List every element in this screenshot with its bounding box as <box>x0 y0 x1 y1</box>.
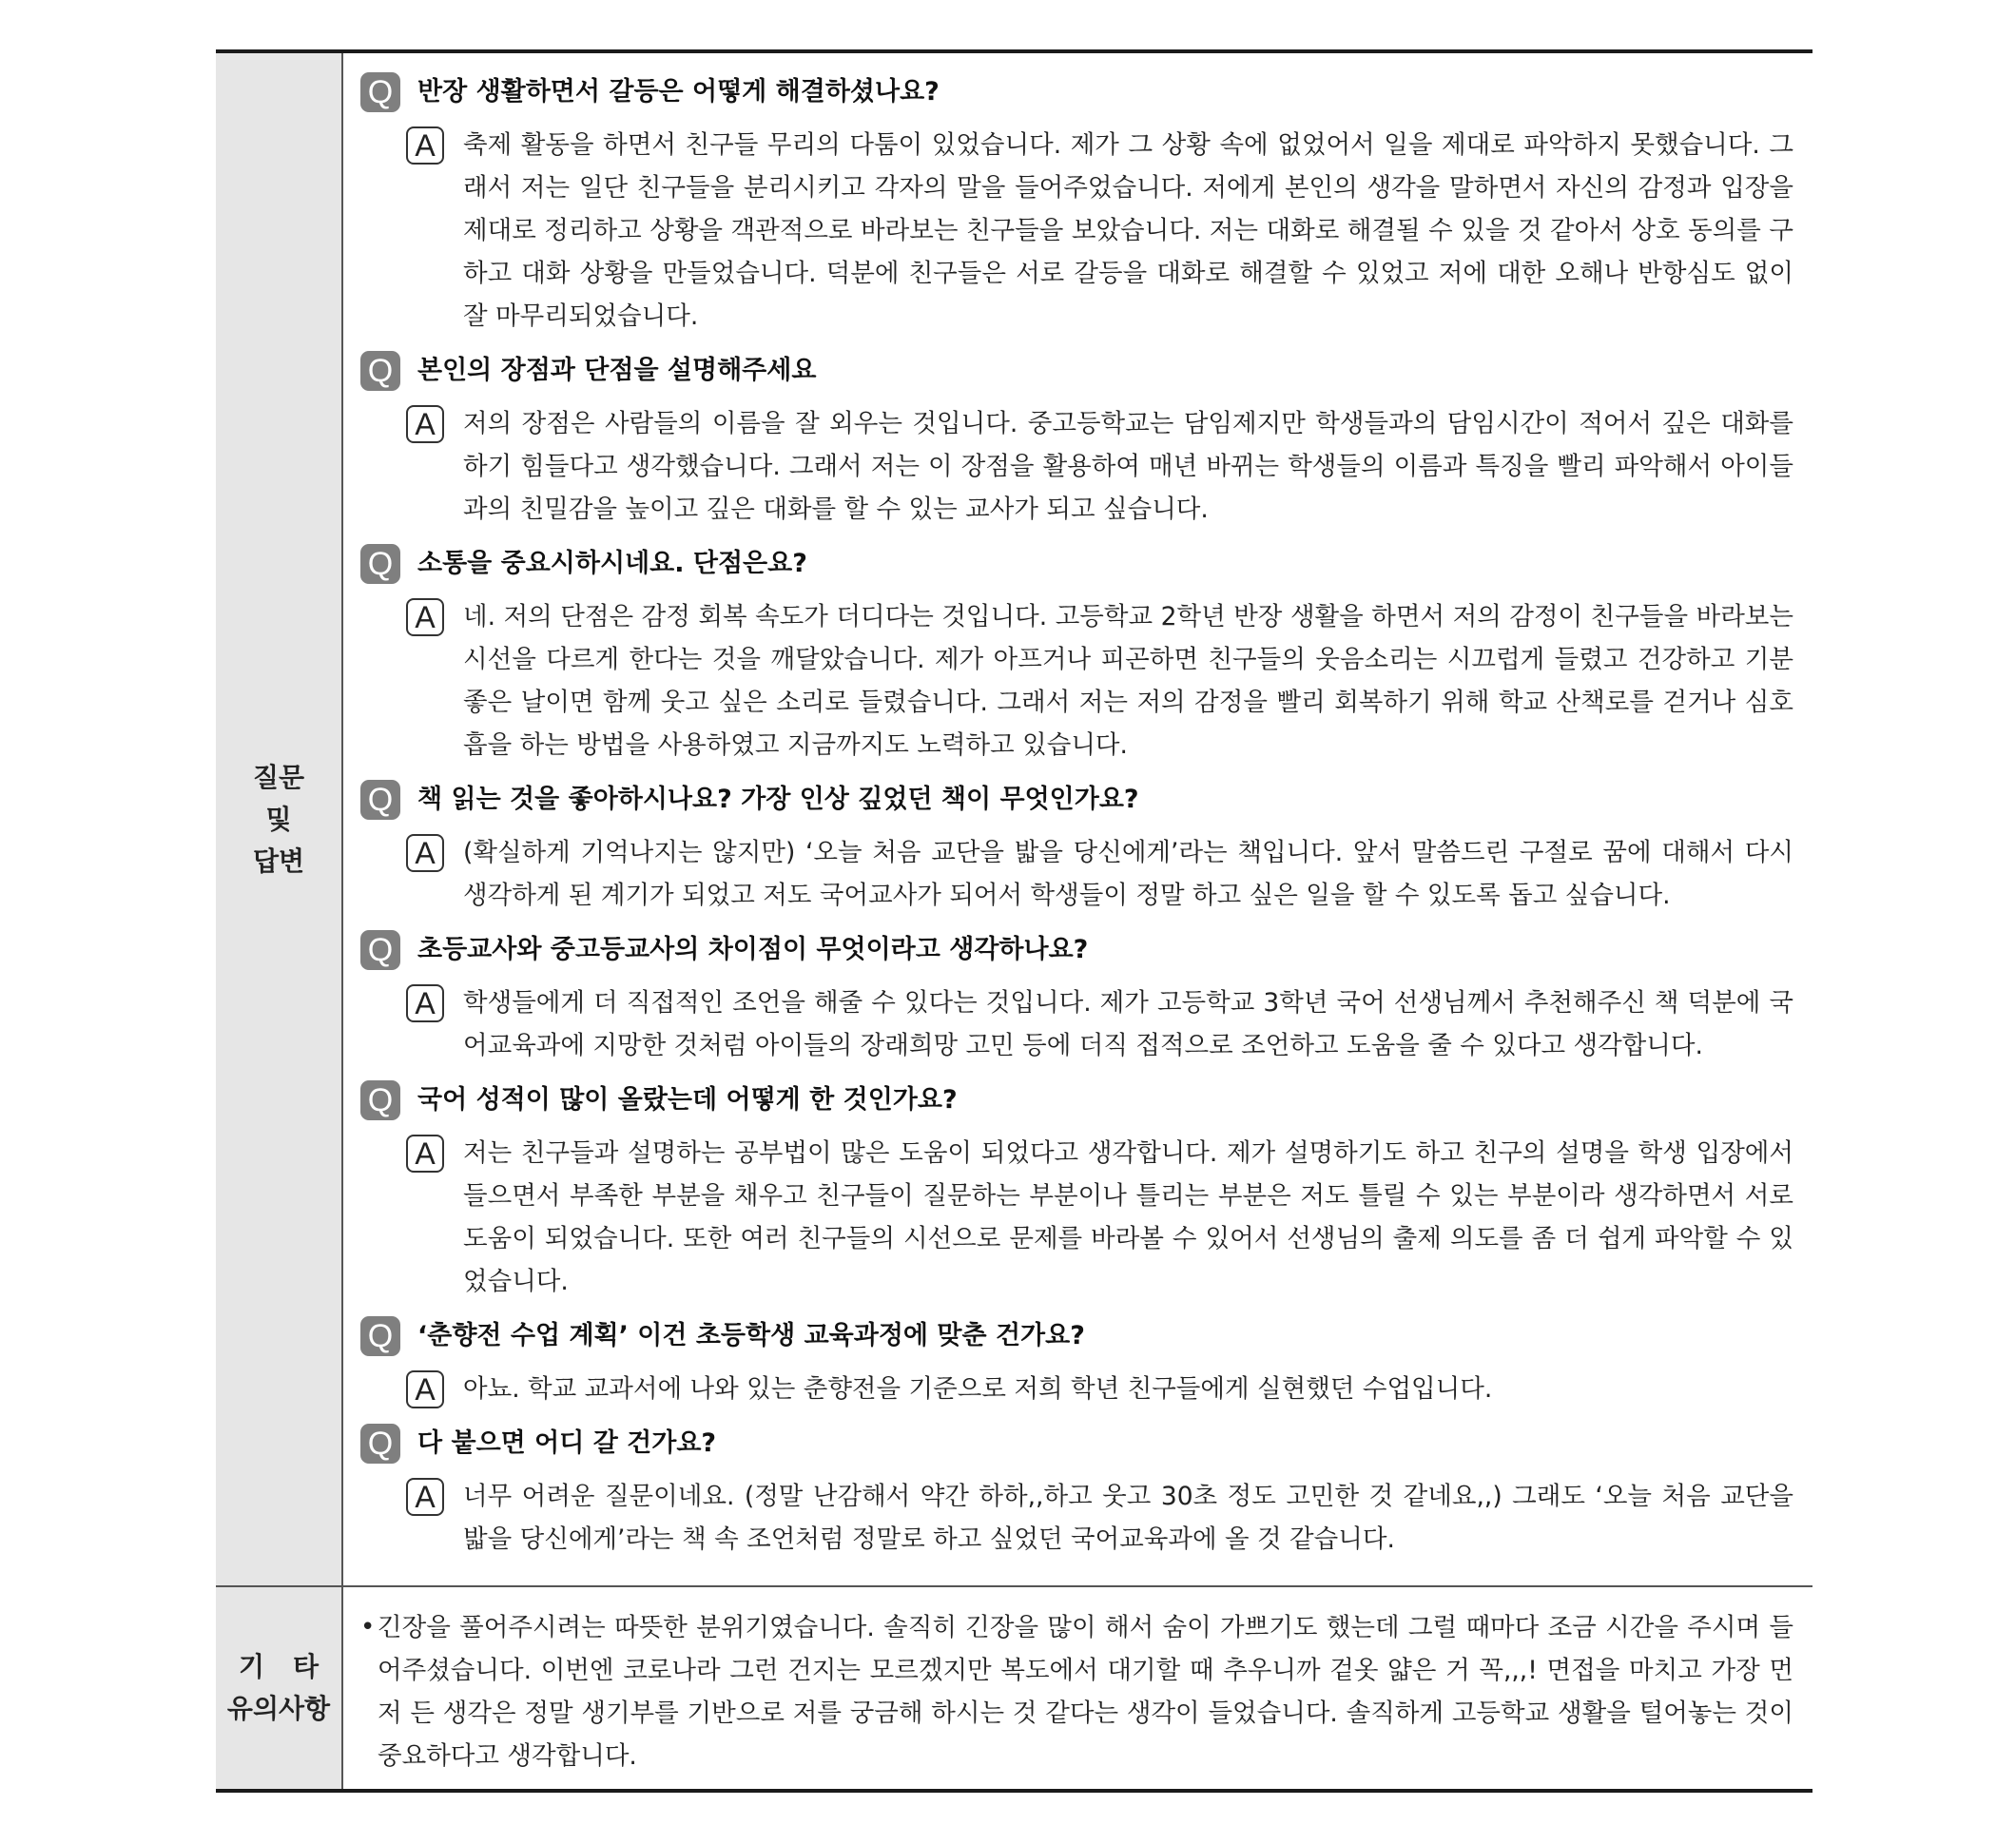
answer-row <box>360 1475 1793 1561</box>
question-badge-icon: Q <box>360 1424 400 1464</box>
etc-note-text: 긴장을 풀어주시려는 따뜻한 분위기였습니다. 솔직히 긴장을 많이 해서 숨이 가쁘기도 했는데 그럴 때마다 조금 시간을 주시며 들어주셨습니다. 이번엔 코로나라 그런 건지는 모르겠지만 복도에서 대기할 때 추우니까 겉옷 얇은 거 꼭,,,! 면접을 마치고 가장 먼저 든 생각은 정말 생기부를 기반으로 저를 궁금해 하시는 것 같다는 생각이 들었습니다. 솔직하게 고등학교 생활을 털어놓는 것이 중요하다고 생각합니다. <box>378 1613 1793 1771</box>
bullet-icon: • <box>360 1613 376 1641</box>
question-badge-icon: Q <box>360 1316 400 1356</box>
qa-item-7 <box>360 1316 1793 1410</box>
qa-item-1 <box>360 72 1793 338</box>
qa-section-label <box>216 757 341 883</box>
question-row <box>360 351 1793 391</box>
answer-text: 저의 장점은 사람들의 이름을 잘 외우는 것입니다. 중고등학교는 담임제지만 학생들과의 담임시간이 적어서 깊은 대화를 하기 힘들다고 생각했습니다. 그래서 저는 이 장점을 활용하여 매년 바뀌는 학생들의 이름과 특징을 빨리 파악해서 아이들과의 친밀감을 높이고 깊은 대화를 할 수 있는 교사가 되고 싶습니다. <box>463 409 1793 524</box>
qa-item-5 <box>360 930 1793 1067</box>
qa-label-line-2: 및 <box>265 803 292 835</box>
question-row <box>360 1316 1793 1356</box>
etc-note <box>360 1606 1793 1777</box>
answer-text: 아뇨. 학교 교과서에 나와 있는 춘향전을 기준으로 저희 학년 친구들에게 실현했던 수업입니다. <box>463 1374 1493 1404</box>
question-text: 다 붙으면 어디 갈 건가요? <box>417 1428 717 1458</box>
qa-label-line-3: 답변 <box>252 845 305 877</box>
qa-item-8 <box>360 1424 1793 1561</box>
qa-content-cell <box>342 51 1812 1586</box>
question-text: 소통을 중요시하시네요. 단점은요? <box>417 549 807 578</box>
answer-text: 네. 저의 단점은 감정 회복 속도가 더디다는 것입니다. 고등학교 2학년 반장 생활을 하면서 저의 감정이 친구들을 바라보는 시선을 다르게 한다는 것을 깨달았습니다. 제가 아프거나 피곤하면 친구들의 웃음소리는 시끄럽게 들렸고 건강하고 기분 좋은 날이면 함께 웃고 싶은 소리로 들렸습니다. 그래서 저는 저의 감정을 빨리 회복하기 위해 학교 산책로를 걷거나 심호흡을 하는 방법을 사용하였고 지금까지도 노력하고 있습니다. <box>463 602 1793 760</box>
question-badge-icon: Q <box>360 544 400 584</box>
question-text: 초등교사와 중고등교사의 차이점이 무엇이라고 생각하나요? <box>417 935 1089 964</box>
question-badge-icon: Q <box>360 351 400 391</box>
answer-text: 저는 친구들과 설명하는 공부법이 많은 도움이 되었다고 생각합니다. 제가 설명하기도 하고 친구의 설명을 학생 입장에서 들으면서 부족한 부분을 채우고 친구들이 질문하는 부분이나 틀리는 부분은 저도 틀릴 수 있는 부분이라 생각하면서 서로 도움이 되었습니다. 또한 여러 친구들의 시선으로 문제를 바라볼 수 있어서 선생님의 출제 의도를 좀 더 쉽게 파악할 수 있었습니다. <box>463 1138 1793 1296</box>
etc-section-row <box>216 1586 1812 1791</box>
question-text: 반장 생활하면서 갈등은 어떻게 해결하셨나요? <box>417 77 940 107</box>
answer-row <box>360 124 1793 338</box>
question-row <box>360 930 1793 970</box>
answer-badge-icon: A <box>406 1135 444 1173</box>
question-row <box>360 780 1793 820</box>
etc-section-label <box>216 1646 348 1730</box>
question-badge-icon: Q <box>360 930 400 970</box>
qa-section-label-cell <box>216 51 342 1586</box>
answer-badge-icon: A <box>406 126 444 165</box>
question-text: 국어 성적이 많이 올랐는데 어떻게 한 것인가요? <box>417 1085 958 1115</box>
answer-row <box>360 595 1793 767</box>
question-row <box>360 1424 1793 1464</box>
qa-item-4 <box>360 780 1793 917</box>
answer-badge-icon: A <box>406 1478 444 1516</box>
qa-item-6 <box>360 1080 1793 1303</box>
answer-row <box>360 831 1793 917</box>
answer-row <box>360 1368 1793 1410</box>
answer-row <box>360 402 1793 531</box>
qa-section-row <box>216 51 1812 1586</box>
question-row <box>360 72 1793 112</box>
answer-badge-icon: A <box>406 1370 444 1408</box>
question-row <box>360 544 1793 584</box>
question-text: 책 읽는 것을 좋아하시나요? 가장 인상 깊었던 책이 무엇인가요? <box>417 785 1139 814</box>
answer-badge-icon: A <box>406 834 444 872</box>
answer-badge-icon: A <box>406 405 444 443</box>
etc-label-line-2: 유의사항 <box>226 1693 331 1724</box>
question-row <box>360 1080 1793 1120</box>
answer-row <box>360 1132 1793 1303</box>
question-badge-icon: Q <box>360 780 400 820</box>
answer-text: 축제 활동을 하면서 친구들 무리의 다툼이 있었습니다. 제가 그 상황 속에 없었어서 일을 제대로 파악하지 못했습니다. 그래서 저는 일단 친구들을 분리시키고 각자의 말을 들어주었습니다. 저에게 본인의 생각을 말하면서 자신의 감정과 입장을 제대로 정리하고 상황을 객관적으로 바라보는 친구들을 보았습니다. 저는 대화로 해결될 수 있을 것 같아서 상호 동의를 구하고 대화 상황을 만들었습니다. 덕분에 친구들은 서로 갈등을 대화로 해결할 수 있었고 저에 대한 오해나 반항심도 없이 잘 마무리되었습니다. <box>463 130 1793 331</box>
answer-text: (확실하게 기억나지는 않지만) ‘오늘 처음 교단을 밟을 당신에게’라는 책입니다. 앞서 말씀드린 구절로 꿈에 대해서 다시 생각하게 된 계기가 되었고 저도 국어교사가 되어서 학생들이 정말 하고 싶은 일을 할 수 있도록 돕고 싶습니다. <box>463 838 1793 910</box>
qa-item-3 <box>360 544 1793 767</box>
question-text: ‘춘향전 수업 계획’ 이건 초등학생 교육과정에 맞춘 건가요? <box>417 1321 1085 1350</box>
question-badge-icon: Q <box>360 1080 400 1120</box>
qa-label-line-1: 질문 <box>252 761 305 793</box>
question-badge-icon: Q <box>360 72 400 112</box>
answer-row <box>360 981 1793 1067</box>
answer-text: 학생들에게 더 직접적인 조언을 해줄 수 있다는 것입니다. 제가 고등학교 3학년 국어 선생님께서 추천해주신 책 덕분에 국어교육과에 지망한 것처럼 아이들의 장래희망 고민 등에 더직 접적으로 조언하고 도움을 줄 수 있다고 생각합니다. <box>463 988 1793 1060</box>
question-text: 본인의 장점과 단점을 설명해주세요 <box>417 356 817 385</box>
etc-content-cell <box>342 1586 1812 1791</box>
qa-item-2 <box>360 351 1793 531</box>
answer-badge-icon: A <box>406 984 444 1022</box>
answer-text: 너무 어려운 질문이네요. (정말 난감해서 약간 하하,,하고 웃고 30초 정도 고민한 것 같네요,,) 그래도 ‘오늘 처음 교단을 밟을 당신에게’라는 책 속 조언처럼 정말로 하고 싶었던 국어교육과에 올 것 같습니다. <box>463 1482 1793 1554</box>
interview-table <box>216 49 1812 1793</box>
answer-badge-icon: A <box>406 598 444 636</box>
etc-section-label-cell <box>216 1586 348 1791</box>
etc-label-line-1: 기타 <box>238 1651 348 1682</box>
